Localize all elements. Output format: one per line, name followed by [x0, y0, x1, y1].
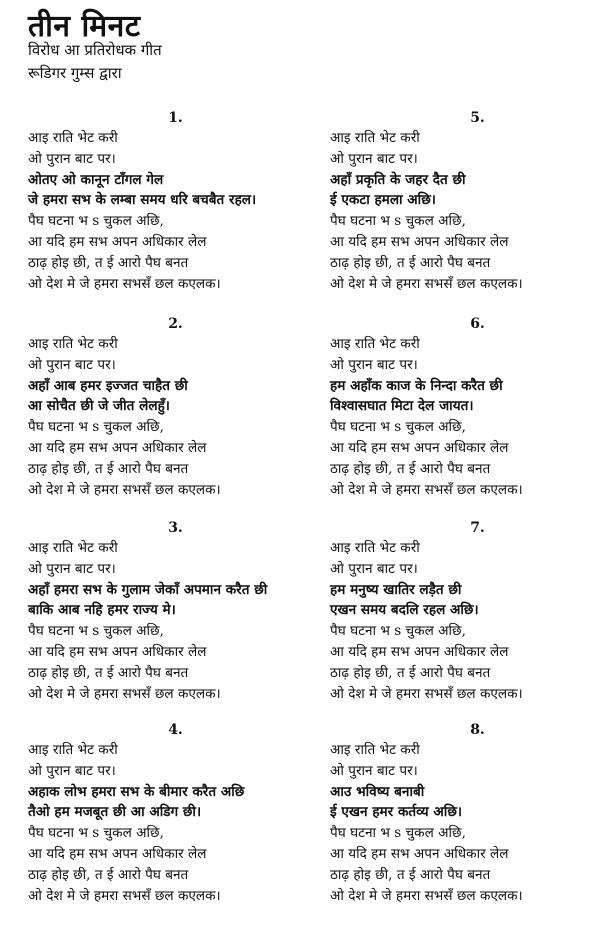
- verse-line: आइ राति भेट करी: [28, 742, 118, 758]
- verse-line: ठाढ़ होइ छी, त ई आरो पैघ बनत: [28, 254, 189, 271]
- verse-line: आ यदि हम सभ अपन अधिकार लेल: [28, 233, 207, 250]
- verse-line: आ यदि हम सभ अपन अधिकार लेल: [28, 845, 207, 862]
- verse-4: [28, 720, 318, 906]
- verse-line: ओ देश मे जे हमरा सभसँ छल कएलक।: [330, 685, 523, 702]
- verse-line: आइ राति भेट करी: [28, 130, 118, 146]
- verse-5: [330, 108, 606, 294]
- verse-line: आ यदि हम सभ अपन अधिकार लेल: [28, 439, 207, 456]
- verse-line: अहाँ हमरा सभ के गुलाम जेकाँ अपमान करैत छी: [28, 581, 268, 598]
- song-title: तीन मिनट: [28, 9, 141, 44]
- verse-line: बाकि आब नहि हमर राज्य मे।: [28, 602, 176, 619]
- verse-line: आ यदि हम सभ अपन अधिकार लेल: [330, 643, 509, 660]
- verse-line: ठाढ़ होइ छी, त ई आरो पैघ बनत: [28, 866, 189, 883]
- verse-number: 7.: [470, 520, 485, 536]
- verse-3: [28, 518, 318, 704]
- verse-line: ओ देश मे जे हमरा सभसँ छल कएलक।: [28, 275, 221, 292]
- verse-line: ओ देश मे जे हमरा सभसँ छल कएलक।: [330, 887, 523, 904]
- verse-6: [330, 314, 606, 500]
- verse-line: विश्वासघात मिटा देल जायत।: [330, 398, 474, 415]
- verse-line: एखन समय बदलि रहल अछि।: [330, 602, 479, 619]
- verse-line: ओ पुरान बाट पर।: [28, 356, 116, 373]
- verse-line: आ यदि हम सभ अपन अधिकार लेल: [28, 643, 207, 660]
- verse-line: आ सोचैत छी जे जीत लेलहुँ।: [28, 398, 170, 415]
- song-subtitle: विरोध आ प्रतिरोधक गीत: [28, 41, 162, 59]
- verse-line: आइ राति भेट करी: [330, 540, 420, 556]
- verse-line: अहाँ प्रकृति के जहर दैत छी: [330, 171, 466, 188]
- verse-line: हम मनुष्य खातिर लड़ैत छी: [330, 581, 462, 598]
- verse-line: अहाक लोभ हमरा सभ के बीमार करैत अछि: [28, 783, 245, 800]
- verse-line: ठाढ़ होइ छी, त ई आरो पैघ बनत: [330, 460, 491, 477]
- verse-number: 6.: [470, 316, 485, 332]
- verse-line: आइ राति भेट करी: [28, 540, 118, 556]
- verse-line: आ यदि हम सभ अपन अधिकार लेल: [330, 439, 509, 456]
- verse-line: पैघ घटना भ s चुकल अछि,: [330, 213, 466, 230]
- verse-8: [330, 720, 606, 906]
- verse-line: ई एकटा हमला अछि।: [330, 192, 436, 209]
- verse-line: ओ पुरान बाट पर।: [28, 150, 116, 167]
- verse-line: ओ पुरान बाट पर।: [330, 150, 418, 167]
- verse-line: ओ देश मे जे हमरा सभसँ छल कएलक।: [330, 275, 523, 292]
- verse-line: आइ राति भेट करी: [330, 336, 420, 352]
- verse-line: आइ राति भेट करी: [28, 336, 118, 352]
- verse-line: आउ भविष्य बनाबी: [330, 783, 425, 800]
- verse-line: ठाढ़ होइ छी, त ई आरो पैघ बनत: [28, 460, 189, 477]
- verse-line: ठाढ़ होइ छी, त ई आरो पैघ बनत: [330, 866, 491, 883]
- verse-2: [28, 314, 318, 500]
- verse-line: ठाढ़ होइ छी, त ई आरो पैघ बनत: [330, 664, 491, 681]
- verse-line: ओतए ओ कानून टाँगल गेल: [28, 171, 164, 188]
- verse-line: ओ पुरान बाट पर।: [330, 560, 418, 577]
- verse-line: जे हमरा सभ के लम्बा समय धरि बचबैत रहल।: [28, 192, 257, 209]
- verse-line: हम अहाँक काज के निन्दा करैत छी: [330, 377, 503, 394]
- verse-line: पैघ घटना भ s चुकल अछि,: [28, 623, 164, 640]
- verse-line: आ यदि हम सभ अपन अधिकार लेल: [330, 845, 509, 862]
- verse-line: तैओ हम मजबूत छी आ अडिग छी।: [28, 804, 202, 821]
- verse-line: ठाढ़ होइ छी, त ई आरो पैघ बनत: [330, 254, 491, 271]
- song-author: रूडिगर गुम्स द्वारा: [28, 64, 122, 82]
- verse-line: ओ देश मे जे हमरा सभसँ छल कएलक।: [28, 481, 221, 498]
- verse-line: अहाँ आब हमर इज्जत चाहैत छी: [28, 377, 188, 394]
- verse-line: ई एखन हमर कर्तव्य अछि।: [330, 804, 463, 821]
- verse-line: पैघ घटना भ s चुकल अछि,: [28, 213, 164, 230]
- verse-line: ओ देश मे जे हमरा सभसँ छल कएलक।: [28, 887, 221, 904]
- verse-line: आइ राति भेट करी: [330, 742, 420, 758]
- verse-line: ओ पुरान बाट पर।: [330, 356, 418, 373]
- verse-line: आ यदि हम सभ अपन अधिकार लेल: [330, 233, 509, 250]
- verse-number: 1.: [168, 110, 183, 126]
- verse-line: आइ राति भेट करी: [330, 130, 420, 146]
- verse-line: ओ पुरान बाट पर।: [28, 762, 116, 779]
- verse-number: 5.: [470, 110, 485, 126]
- verse-line: ओ देश मे जे हमरा सभसँ छल कएलक।: [330, 481, 523, 498]
- verse-line: ओ पुरान बाट पर।: [28, 560, 116, 577]
- verse-7: [330, 518, 606, 704]
- verse-number: 4.: [168, 722, 183, 738]
- verse-number: 2.: [168, 316, 183, 332]
- verse-line: ठाढ़ होइ छी, त ई आरो पैघ बनत: [28, 664, 189, 681]
- verse-number: 3.: [168, 520, 183, 536]
- verse-line: पैघ घटना भ s चुकल अछि,: [330, 419, 466, 436]
- verse-line: पैघ घटना भ s चुकल अछि,: [28, 419, 164, 436]
- verse-line: ओ देश मे जे हमरा सभसँ छल कएलक।: [28, 685, 221, 702]
- verse-line: पैघ घटना भ s चुकल अछि,: [330, 623, 466, 640]
- verse-number: 8.: [470, 722, 485, 738]
- verse-line: पैघ घटना भ s चुकल अछि,: [28, 825, 164, 842]
- verse-line: ओ पुरान बाट पर।: [330, 762, 418, 779]
- verse-1: [28, 108, 318, 294]
- verse-line: पैघ घटना भ s चुकल अछि,: [330, 825, 466, 842]
